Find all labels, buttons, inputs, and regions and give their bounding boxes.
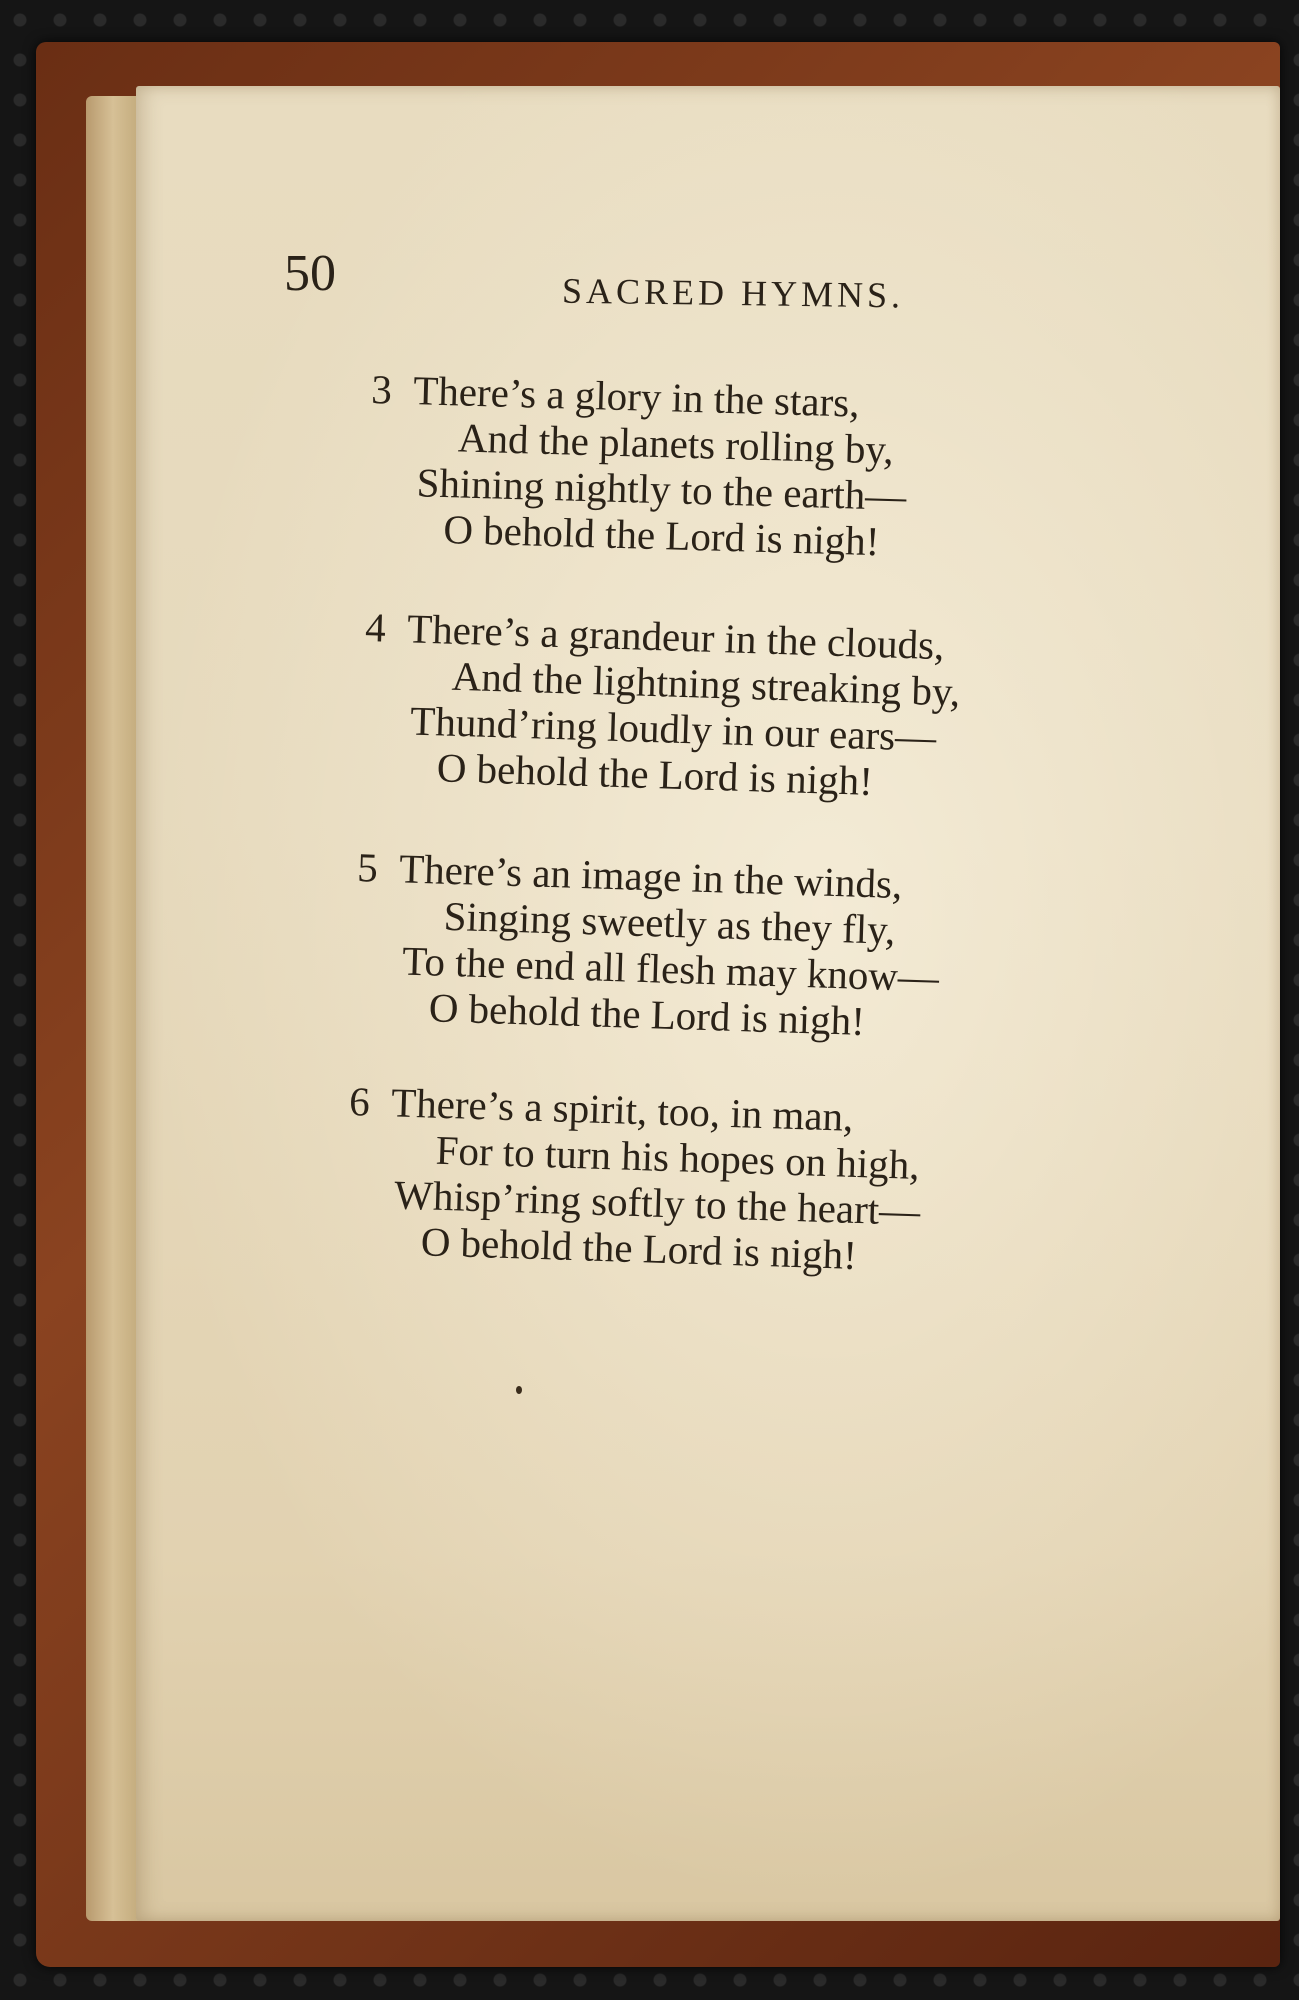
verse-line: O behold the Lord is nigh!	[442, 506, 881, 565]
verse-line: Shining nightly to the earth—	[416, 459, 907, 519]
verse-number: 6	[348, 1078, 371, 1125]
verse-4	[360, 604, 962, 807]
verse-line: Thund’ring loudly in our ears—	[409, 697, 937, 760]
verse-line: And the planets rolling by,	[457, 414, 895, 473]
page-number: 50	[284, 245, 336, 302]
verse-line-text: There’s a glory in the stars,	[412, 367, 861, 426]
verse-line: O behold the Lord is nigh!	[420, 1218, 858, 1278]
ink-speck	[516, 1386, 522, 1394]
verse-line: O behold the Lord is nigh!	[428, 984, 866, 1044]
verse-number: 4	[364, 604, 387, 651]
verse-5	[352, 844, 942, 1046]
book-page	[136, 86, 1280, 1921]
verse-line: And the lightning streaking by,	[451, 652, 961, 715]
verse-number: 3	[370, 366, 393, 413]
verse-line-text: There’s a grandeur in the clouds,	[406, 605, 946, 669]
running-title: SACRED HYMNS.	[561, 270, 905, 316]
verse-line: Whisp’ring softly to the heart—	[393, 1171, 921, 1234]
verse-number: 5	[356, 844, 379, 891]
verse-line-text: There’s an image in the winds,	[398, 845, 903, 908]
verse-line: For to turn his hopes on high,	[435, 1126, 921, 1188]
verse-3	[367, 366, 910, 565]
verse-line: To the end all flesh may know—	[401, 937, 940, 1001]
verse-6	[344, 1078, 924, 1280]
verse-line: Singing sweetly as they fly,	[443, 892, 896, 953]
verse-line-text: There’s a spirit, too, in man,	[390, 1079, 855, 1140]
verse-line: O behold the Lord is nigh!	[436, 744, 874, 804]
